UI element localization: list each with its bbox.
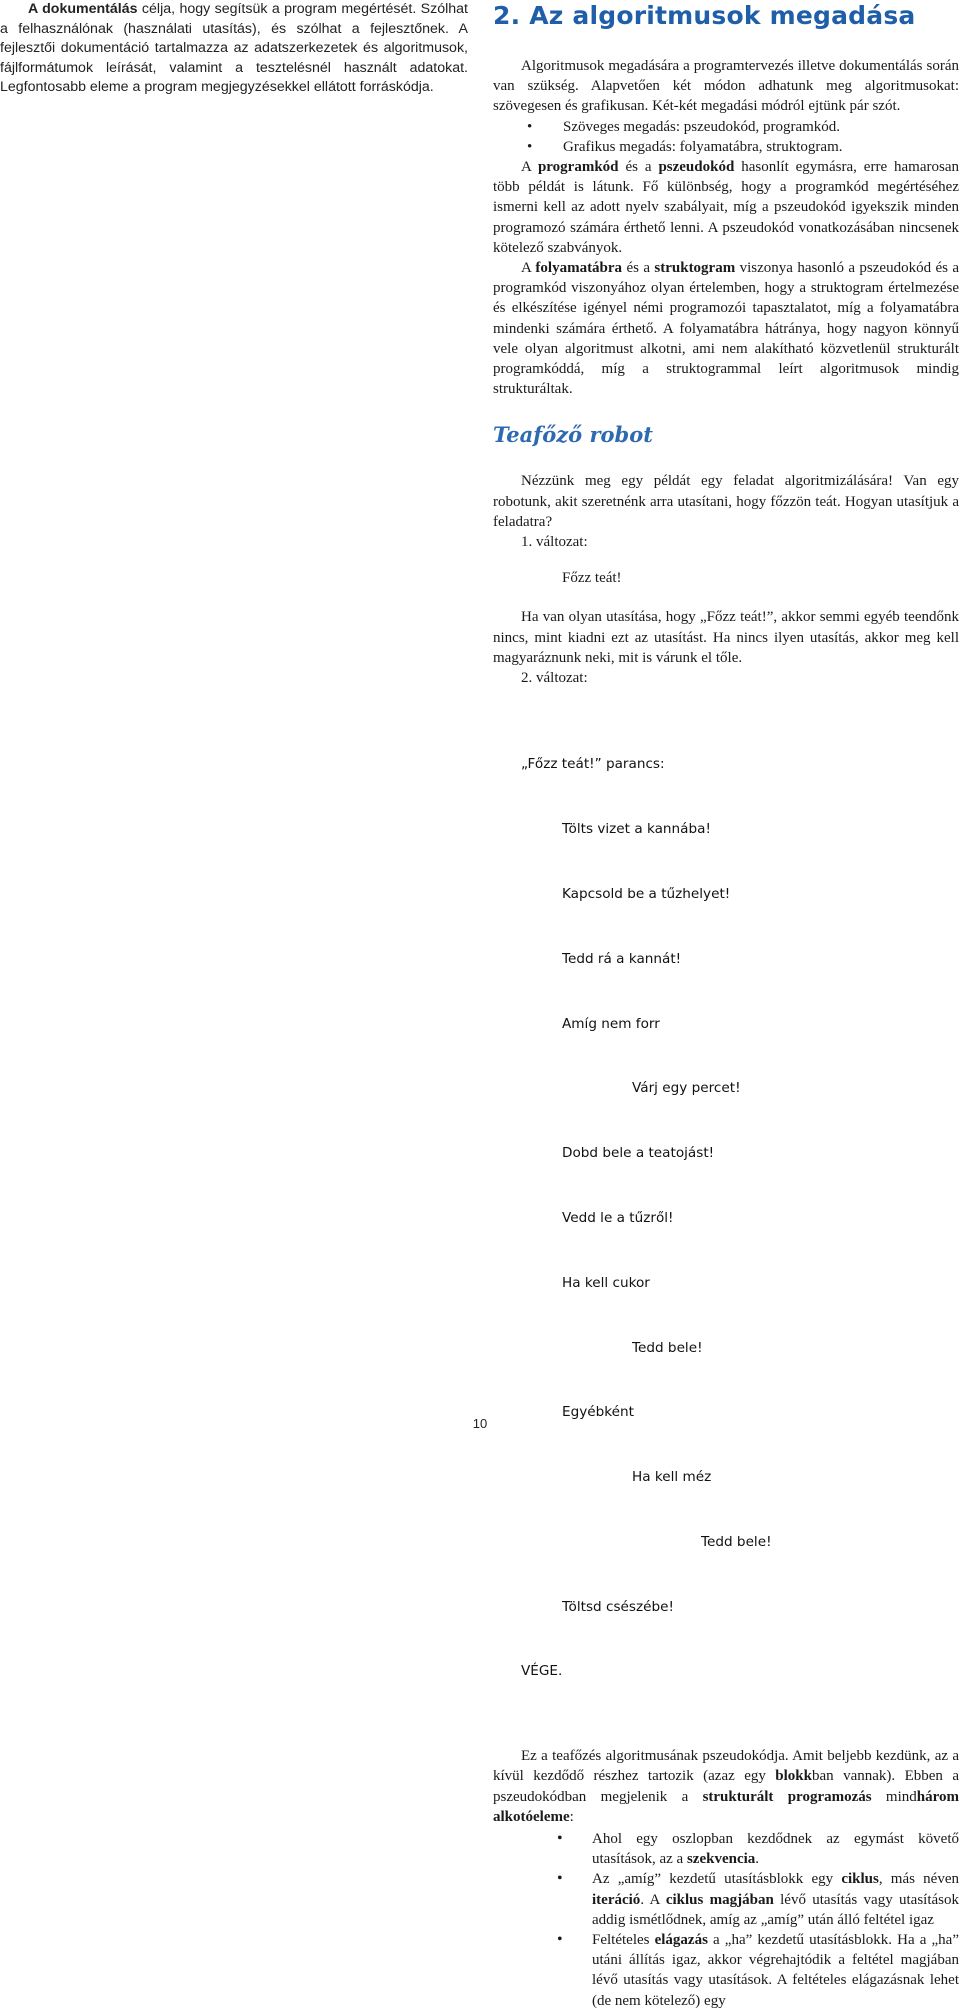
- bold-term: strukturált programozás: [702, 1788, 872, 1805]
- text: és a: [622, 260, 655, 277]
- section-heading: 2. Az algoritmusok megadása: [493, 1, 916, 30]
- bold-term: három alkotóeleme: [493, 1788, 959, 1825]
- code-line: Tedd bele!: [632, 1339, 703, 1356]
- text: hasonlít egymásra, erre hamarosan több példát is látunk. Fő különbség, hogy a programkód megértéséhez ismerni kell az adott nyelv szabályait, míg a pszeudokód igyekszik minden programozó számára érthető lenni. A pszeudokód vonatkozásában nincsenek kötelező szabványok.: [493, 159, 959, 256]
- code-line: Tedd rá a kannát!: [562, 950, 682, 967]
- bold-term: struktogram: [654, 260, 736, 277]
- text: . A: [640, 1891, 666, 1908]
- code-line: Ha kell cukor: [562, 1274, 650, 1291]
- list-item: • Grafikus megadás: folyamatábra, struktogram.: [493, 137, 959, 157]
- bold-term: szekvencia: [686, 1851, 756, 1868]
- code-line: Kapcsold be a tűzhelyet!: [562, 886, 731, 903]
- list-item: • Szöveges megadás: pszeudokód, programkód.: [493, 117, 959, 137]
- text: mind: [871, 1788, 917, 1805]
- variant-command: Főzz teát!: [562, 570, 622, 587]
- text: Ez a teafőzés algoritmusának pszeudokódja. Amit beljebb kezdünk, az a kívül kezdődő részhez tartozik (azaz egy: [493, 1748, 959, 1785]
- text: , más néven: [878, 1871, 959, 1888]
- code-line: Töltsd csészébe!: [562, 1598, 674, 1615]
- text: A: [521, 260, 536, 277]
- text: Ahol egy oszlopban kezdődnek az egymást követő utasítások, az a: [592, 1831, 959, 1868]
- text: .: [755, 1851, 760, 1868]
- code-line: VÉGE.: [521, 1663, 563, 1680]
- list-item: [493, 1829, 959, 1869]
- text: :: [569, 1808, 574, 1825]
- tea-intro: Nézzünk meg egy példát egy feladat algoritmizálására! Van egy robotunk, akit szeretnénk arra utasítani, hogy főzzön teát. Hogyan utasítjuk a feladatra?: [493, 473, 959, 530]
- paragraph: [493, 1746, 959, 1827]
- bold-term: A dokumentálás: [28, 1, 138, 17]
- bold-term: iteráció: [592, 1891, 641, 1908]
- code-line: „Főzz teát!” parancs:: [521, 756, 665, 773]
- bold-term: programkód: [537, 159, 619, 176]
- code-line: Amíg nem forr: [562, 1015, 660, 1032]
- text: Az „amíg” kezdetű utasításblokk egy: [592, 1871, 842, 1888]
- text: A: [521, 159, 538, 176]
- bold-term: pszeudokód: [658, 159, 735, 176]
- paragraph-text: célja, hogy segítsük a program megértését. Szólhat a felhasználónak (használati utasítás), és szólhat a fejlesztőnek. A fejlesztői dokumentáció tartalmazza az adatszerkezetek és algoritmusok, fájlformátumok leírását, valamint a tesztelésnél használt adatokat. Legfontosabb eleme a program megjegyzésekkel ellátott forráskódja.: [0, 1, 468, 95]
- bold-term: ciklus: [841, 1871, 879, 1888]
- code-line: Várj egy percet!: [632, 1080, 741, 1097]
- subsection-heading: Teafőző robot: [493, 422, 653, 448]
- text: Feltételes: [592, 1932, 655, 1949]
- code-line: Ha kell méz: [632, 1469, 712, 1486]
- text: a „ha” kezdetű utasításblokk. Ha a „ha” utáni állítás igaz, akkor végrehajtódik a feltétel magjában lévő utasítás vagy utasítások. A feltételes elágazásnak lehet (de nem kötelező) egy: [592, 1932, 959, 2009]
- list-item: [493, 1930, 959, 2011]
- code-line: Tedd bele!: [701, 1533, 772, 1550]
- bold-term: folyamatábra: [535, 260, 623, 277]
- paragraph: [493, 157, 959, 258]
- text: viszonya hasonló a pszeudokód és a programkód viszonyához olyan értelemben, hogy a struktogram értelmezése és elkészítése igényel némi programozói tapasztalatot, míg a folyamatábra mindenki számára érthető. A folyamatábra hátránya, hogy nagyon könnyű vele olyan algoritmust alkotni, ami nem alakítható közvetlenül strukturált programkóddá, míg a struktogrammal leírt algoritmusok mindig strukturáltak.: [493, 260, 959, 398]
- code-line: Dobd bele a teatojást!: [562, 1145, 715, 1162]
- paragraph: Ha van olyan utasítása, hogy „Főzz teát!”, akkor semmi egyéb teendőnk nincs, mint kiadni ezt az utasítást. Ha nincs ilyen utasítás, akkor meg kell magyaráznunk neki, mit is várunk el tőle.: [493, 609, 959, 666]
- text: és a: [618, 159, 659, 176]
- list-item: [493, 1869, 959, 1930]
- documentation-paragraph: [0, 0, 468, 98]
- bullet-list: [493, 1829, 959, 2011]
- code-line: Vedd le a tűzről!: [562, 1209, 674, 1226]
- bold-term: elágazás: [654, 1932, 708, 1949]
- section-intro: Algoritmusok megadására a programtervezés illetve dokumentálás során van szükség. Alapvetően két módon adhatunk meg algoritmusokat: szövegesen és grafikusan. Két-két megadási módról ejtünk pár szót.: [493, 58, 959, 115]
- text: lévő utasítás vagy utasítások addig ismétlődnek, amíg az „amíg” után álló feltétel igaz: [592, 1891, 959, 1928]
- bold-term: blokk: [775, 1768, 812, 1785]
- bullet-list: [493, 117, 959, 157]
- left-column: [0, 0, 468, 98]
- text: ban vannak). Ebben a pszeudokódban megjelenik a: [493, 1768, 959, 1805]
- variant-label: 1. változat:: [521, 534, 588, 551]
- page-number: 10: [472, 1416, 488, 1431]
- pseudocode-block: [493, 711, 959, 1726]
- code-line: Egyébként: [562, 1404, 634, 1421]
- paragraph: [493, 258, 959, 399]
- code-line: Tölts vizet a kannába!: [562, 821, 711, 838]
- right-column: [493, 0, 959, 2011]
- variant-label: 2. változat:: [521, 670, 588, 687]
- bold-term: ciklus magjában: [665, 1891, 774, 1908]
